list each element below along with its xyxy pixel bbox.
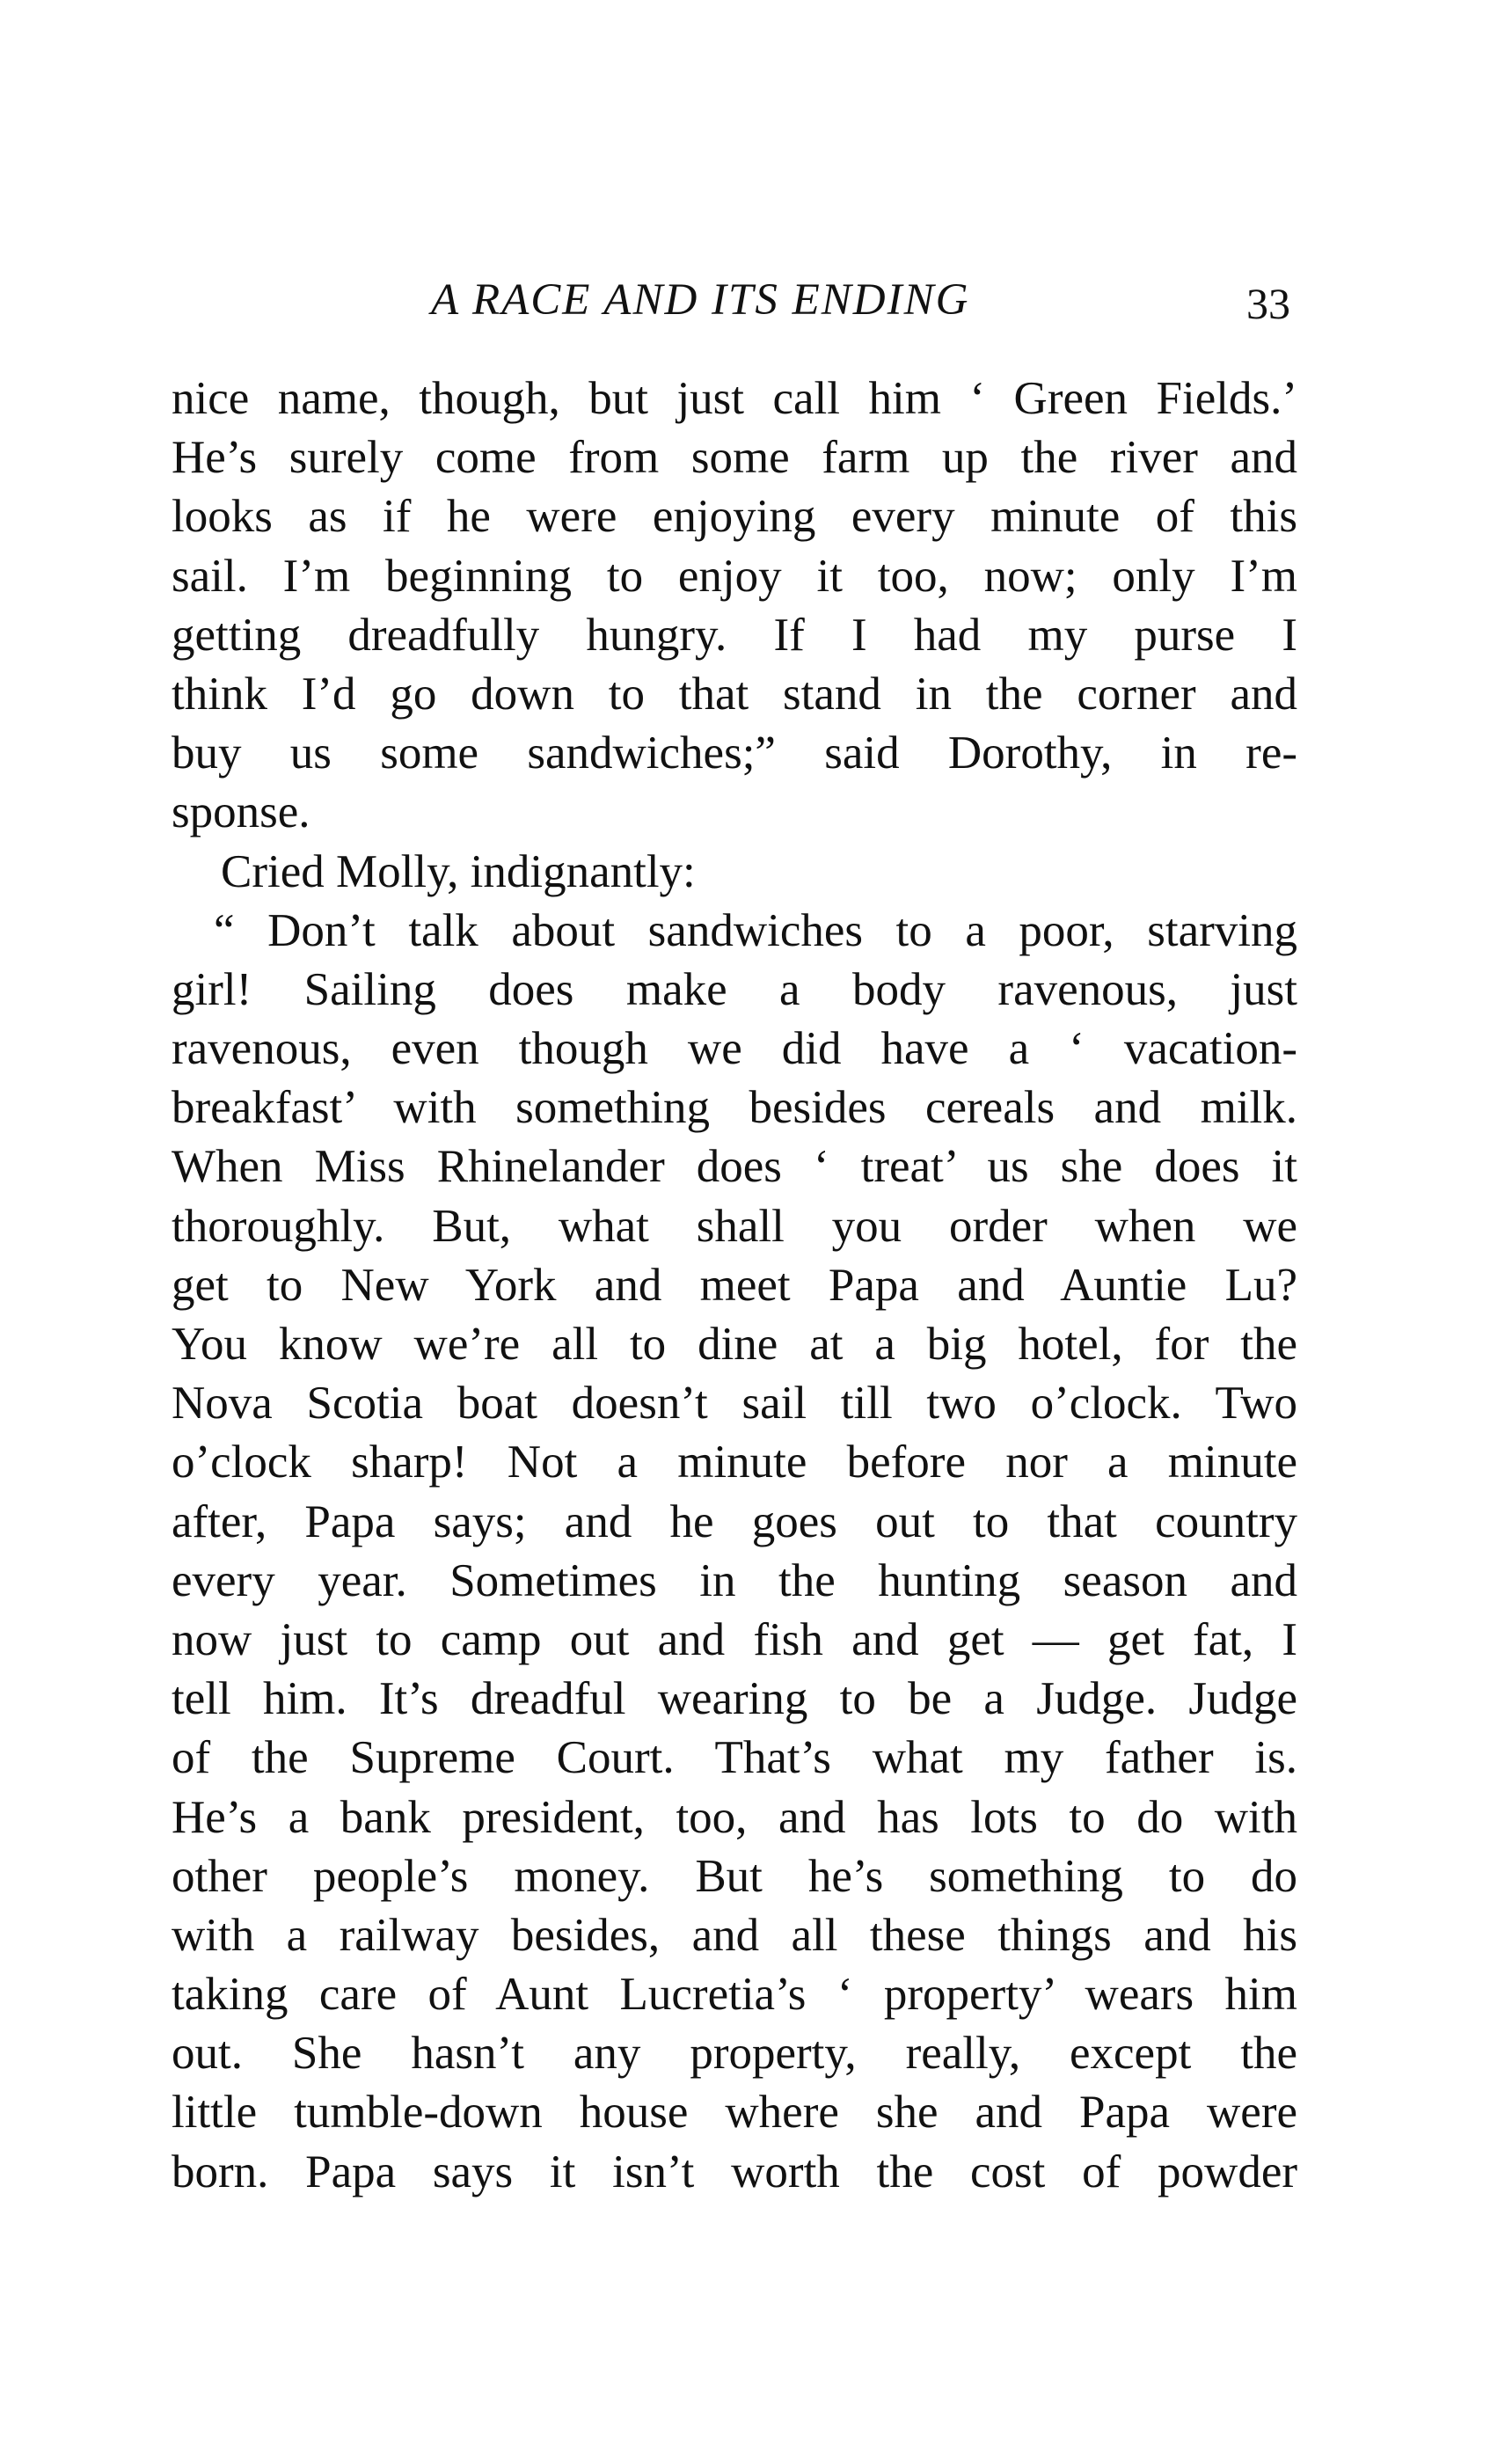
text-line: getting dreadfully hungry. If I had my purse I bbox=[172, 609, 1297, 661]
text-line: get to New York and meet Papa and Auntie Lu? bbox=[172, 1259, 1297, 1311]
text-line: Nova Scotia boat doesn’t sail till two o’clock. Two bbox=[172, 1378, 1297, 1430]
text-line: Cried Molly, indignantly: bbox=[221, 845, 696, 897]
text-line: When Miss Rhinelander does ‘ treat’ us she does it bbox=[172, 1141, 1297, 1193]
text-line: other people’s money. But he’s something to do bbox=[172, 1850, 1297, 1902]
text-line: sail. I’m beginning to enjoy it too, now; only I’m bbox=[172, 550, 1297, 602]
text-line: looks as if he were enjoying every minute of this bbox=[172, 491, 1297, 543]
text-line: of the Supreme Court. That’s what my father is. bbox=[172, 1732, 1297, 1784]
text-line: thoroughly. But, what shall you order when we bbox=[172, 1200, 1297, 1252]
text-line: out. She hasn’t any property, really, except the bbox=[172, 2028, 1297, 2080]
text-line: taking care of Aunt Lucretia’s ‘ property’ wears him bbox=[172, 1969, 1297, 2021]
text-line: You know we’re all to dine at a big hotel, for the bbox=[172, 1319, 1297, 1370]
running-title: A RACE AND ITS ENDING bbox=[431, 275, 970, 325]
text-line: He’s a bank president, too, and has lots to do with bbox=[172, 1791, 1297, 1843]
text-line: tell him. It’s dreadful wearing to be a Judge. Judge bbox=[172, 1673, 1297, 1725]
text-line: nice name, though, but just call him ‘ Green Fields.’ bbox=[172, 373, 1297, 424]
text-line: every year. Sometimes in the hunting season and bbox=[172, 1554, 1297, 1606]
text-line: think I’d go down to that stand in the corner and bbox=[172, 668, 1297, 720]
text-line: with a railway besides, and all these things and his bbox=[172, 1909, 1297, 1961]
text-line: breakfast’ with something besides cereals and milk. bbox=[172, 1082, 1297, 1134]
running-head bbox=[172, 269, 1297, 331]
text-line: after, Papa says; and he goes out to that country bbox=[172, 1495, 1297, 1547]
text-line: ravenous, even though we did have a ‘ vacation- bbox=[172, 1023, 1297, 1075]
text-line: born. Papa says it isn’t worth the cost of powder bbox=[172, 2146, 1297, 2197]
text-line: o’clock sharp! Not a minute before nor a minute bbox=[172, 1437, 1297, 1488]
text-line: now just to camp out and fish and get — get fat, I bbox=[172, 1613, 1297, 1665]
page-number: 33 bbox=[1246, 279, 1290, 328]
text-line: buy us some sandwiches;” said Dorothy, in re- bbox=[172, 728, 1297, 779]
text-line: He’s surely come from some farm up the river and bbox=[172, 432, 1297, 484]
text-line: sponse. bbox=[172, 786, 310, 838]
body-text bbox=[172, 369, 1297, 2202]
text-line: little tumble-down house where she and Papa were bbox=[172, 2087, 1297, 2139]
text-line: girl! Sailing does make a body ravenous, just bbox=[172, 963, 1297, 1015]
text-line: “ Don’t talk about sandwiches to a poor, starving bbox=[214, 904, 1297, 956]
